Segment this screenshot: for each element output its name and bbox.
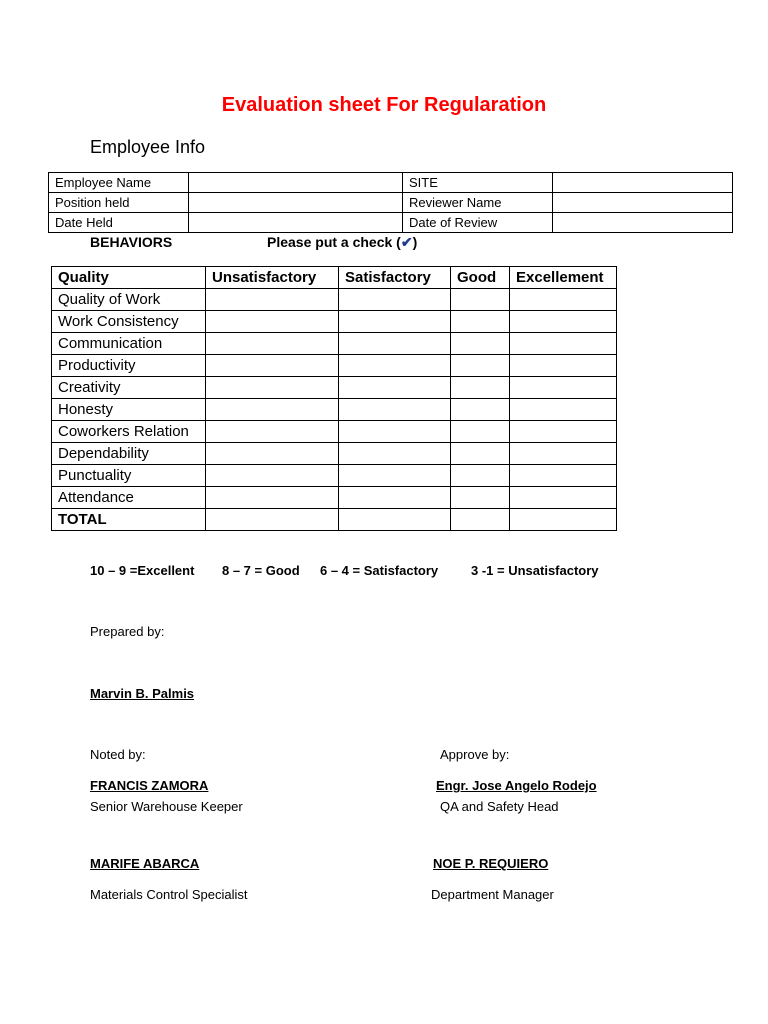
table-row [52,355,617,377]
column-header: Excellement [510,267,617,289]
rating-excellement-cell[interactable] [510,355,617,377]
criterion-label: Communication [52,333,206,355]
column-header: Good [451,267,510,289]
rating-scale-unsatisfactory: 3 -1 = Unsatisfactory [471,563,599,578]
rating-excellement-cell[interactable] [510,465,617,487]
criterion-label: Punctuality [52,465,206,487]
rating-unsatisfactory-cell[interactable] [206,311,339,333]
table-row [52,377,617,399]
rating-unsatisfactory-cell[interactable] [206,333,339,355]
table-row [52,333,617,355]
prepared-by-label: Prepared by: [90,624,165,639]
check-instruction-text: Please put a check ( [267,234,401,250]
criterion-label: Honesty [52,399,206,421]
site-label: SITE [403,173,553,193]
column-header: Unsatisfactory [206,267,339,289]
date-of-review-label: Date of Review [403,213,553,233]
table-row [49,173,733,193]
employee-name-field[interactable] [189,173,403,193]
signatory-title: Materials Control Specialist [90,887,248,902]
signatory-name: MARIFE ABARCA [90,856,200,871]
criterion-label: Quality of Work [52,289,206,311]
signatory-title: Department Manager [431,887,554,902]
table-row [52,399,617,421]
rating-unsatisfactory-cell[interactable] [206,355,339,377]
document-title: Evaluation sheet For Regularation [221,94,547,116]
rating-unsatisfactory-cell[interactable] [206,487,339,509]
rating-excellement-cell[interactable] [510,311,617,333]
table-row [52,487,617,509]
rating-good-cell[interactable] [451,443,510,465]
prepared-by-name: Marvin B. Palmis [90,686,195,701]
criterion-label: Work Consistency [52,311,206,333]
noted-by-label: Noted by: [90,747,146,762]
reviewer-name-label: Reviewer Name [403,193,553,213]
reviewer-name-field[interactable] [553,193,733,213]
rating-good-cell[interactable] [451,465,510,487]
rating-good-cell[interactable] [451,333,510,355]
rating-satisfactory-cell[interactable] [339,465,451,487]
signatory-name: NOE P. REQUIERO [433,856,549,871]
table-row [52,311,617,333]
rating-satisfactory-cell[interactable] [339,421,451,443]
rating-excellement-cell[interactable] [510,289,617,311]
position-held-label: Position held [49,193,189,213]
behaviors-label: BEHAVIORS [90,234,173,250]
check-instruction [267,234,417,251]
employee-info-heading: Employee Info [90,137,206,157]
table-header-row [52,267,617,289]
rating-satisfactory-cell[interactable] [339,311,451,333]
column-header: Quality [52,267,206,289]
table-row [52,465,617,487]
total-satisfactory-cell[interactable] [339,509,451,531]
total-good-cell[interactable] [451,509,510,531]
total-label: TOTAL [52,509,206,531]
rating-scale-satisfactory: 6 – 4 = Satisfactory [320,563,439,578]
rating-unsatisfactory-cell[interactable] [206,465,339,487]
total-unsatisfactory-cell[interactable] [206,509,339,531]
quality-rating-table [51,266,617,531]
employee-info-table [48,172,733,233]
date-of-review-field[interactable] [553,213,733,233]
table-row [52,421,617,443]
rating-satisfactory-cell[interactable] [339,399,451,421]
rating-excellement-cell[interactable] [510,421,617,443]
rating-excellement-cell[interactable] [510,377,617,399]
table-row [52,289,617,311]
approve-by-label: Approve by: [440,747,510,762]
rating-good-cell[interactable] [451,377,510,399]
rating-good-cell[interactable] [451,421,510,443]
check-instruction-close: ) [412,234,418,250]
employee-name-label: Employee Name [49,173,189,193]
rating-excellement-cell[interactable] [510,399,617,421]
table-row [49,193,733,213]
rating-good-cell[interactable] [451,289,510,311]
criterion-label: Creativity [52,377,206,399]
rating-satisfactory-cell[interactable] [339,377,451,399]
rating-excellement-cell[interactable] [510,443,617,465]
rating-good-cell[interactable] [451,487,510,509]
rating-excellement-cell[interactable] [510,333,617,355]
table-row [52,443,617,465]
rating-satisfactory-cell[interactable] [339,333,451,355]
criterion-label: Productivity [52,355,206,377]
rating-satisfactory-cell[interactable] [339,443,451,465]
rating-good-cell[interactable] [451,399,510,421]
rating-unsatisfactory-cell[interactable] [206,289,339,311]
rating-unsatisfactory-cell[interactable] [206,399,339,421]
site-field[interactable] [553,173,733,193]
criterion-label: Dependability [52,443,206,465]
rating-unsatisfactory-cell[interactable] [206,377,339,399]
table-row [52,509,617,531]
rating-scale-excellent: 10 – 9 =Excellent [90,563,195,578]
rating-unsatisfactory-cell[interactable] [206,443,339,465]
date-held-field[interactable] [189,213,403,233]
rating-good-cell[interactable] [451,311,510,333]
criterion-label: Attendance [52,487,206,509]
rating-scale-good: 8 – 7 = Good [222,563,300,578]
rating-unsatisfactory-cell[interactable] [206,421,339,443]
signatory-name: FRANCIS ZAMORA [90,778,209,793]
position-held-field[interactable] [189,193,403,213]
signatory-title: Senior Warehouse Keeper [90,799,243,814]
signatory-name: Engr. Jose Angelo Rodejo [436,778,597,793]
table-row [49,213,733,233]
column-header: Satisfactory [339,267,451,289]
rating-satisfactory-cell[interactable] [339,289,451,311]
total-excellement-cell[interactable] [510,509,617,531]
rating-satisfactory-cell[interactable] [339,355,451,377]
rating-satisfactory-cell[interactable] [339,487,451,509]
criterion-label: Coworkers Relation [52,421,206,443]
rating-excellement-cell[interactable] [510,487,617,509]
date-held-label: Date Held [49,213,189,233]
signatory-title: QA and Safety Head [440,799,559,814]
check-mark-icon: ✔ [400,234,413,250]
rating-good-cell[interactable] [451,355,510,377]
